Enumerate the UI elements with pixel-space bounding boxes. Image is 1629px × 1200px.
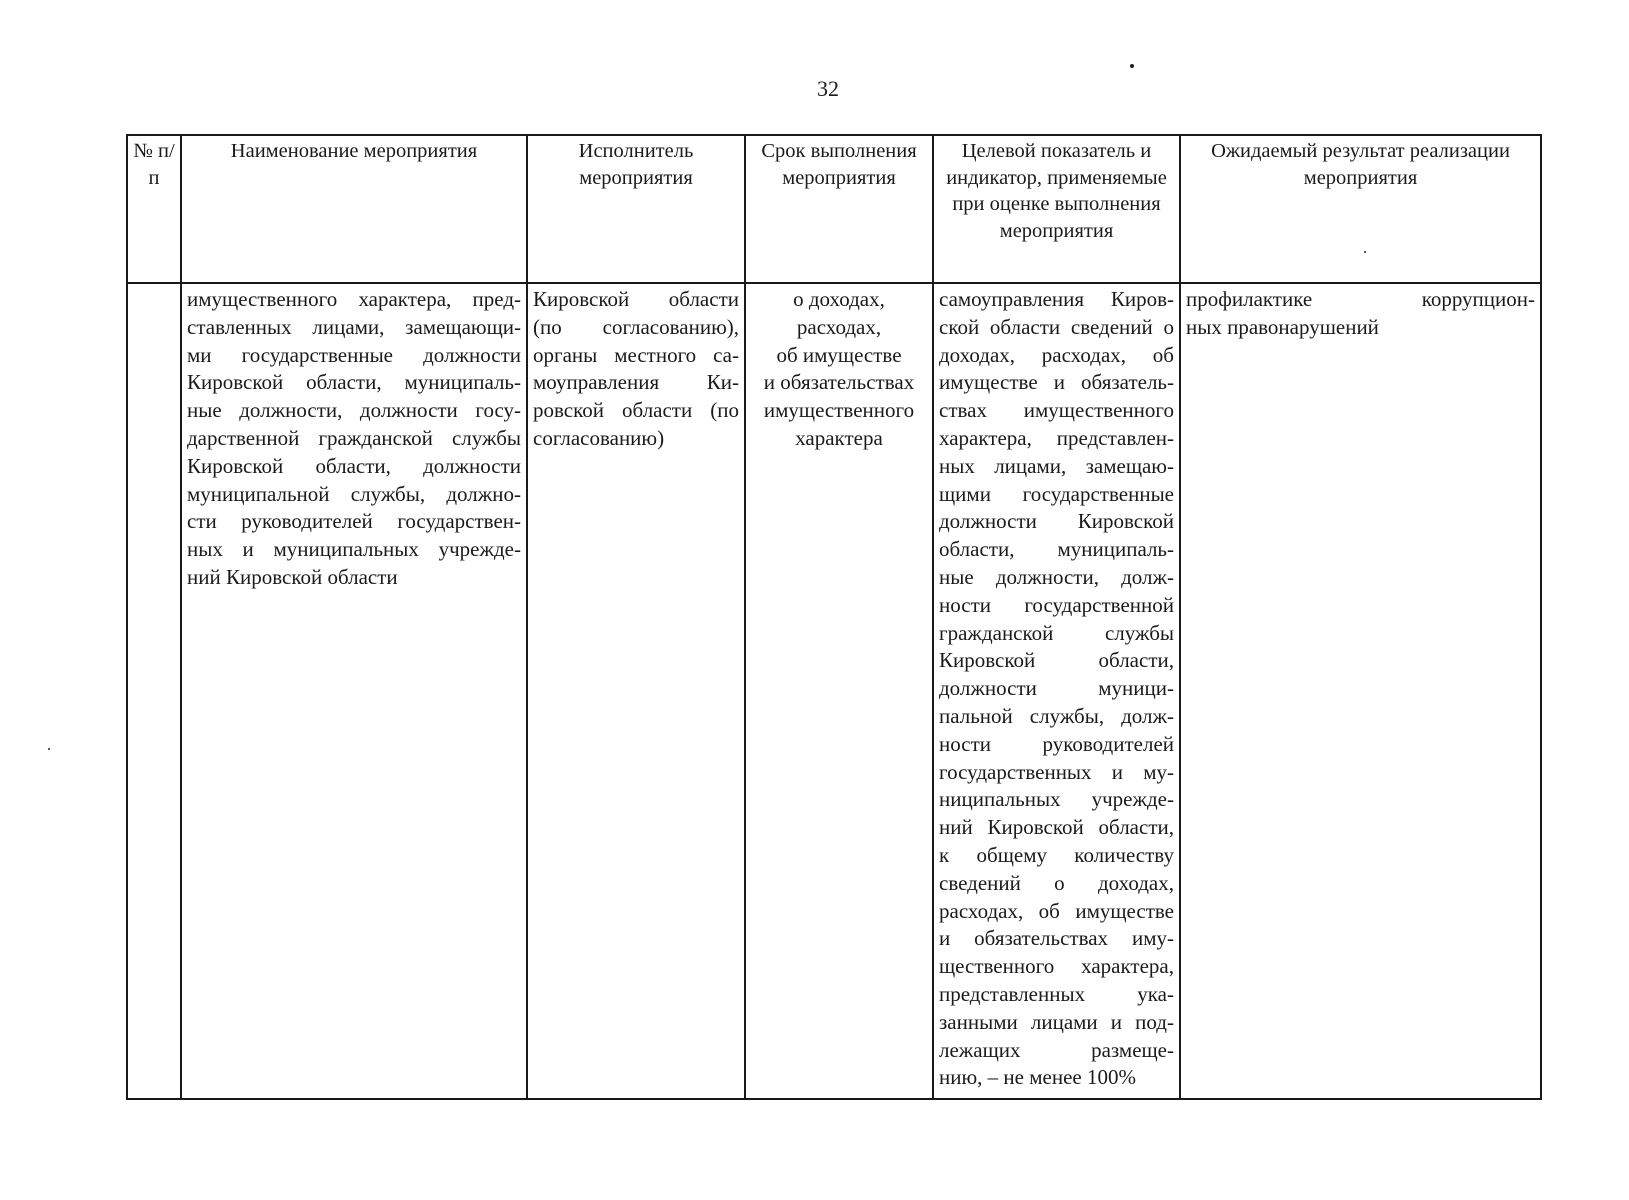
text-line: и обязательствах иму- bbox=[939, 926, 1174, 951]
text-line: Кировской области, должности bbox=[187, 453, 521, 478]
cell-term bbox=[745, 283, 933, 1099]
text-line: ровской области (по bbox=[533, 398, 739, 423]
text-line: согласованию) bbox=[533, 425, 665, 450]
text-line: об имуществе bbox=[776, 342, 902, 367]
text-line: занными лицами и под- bbox=[939, 1009, 1174, 1034]
text-line: ской области сведений о bbox=[939, 314, 1174, 339]
text-line: расходах, об имуществе bbox=[939, 898, 1174, 923]
text-line: характера, представлен- bbox=[939, 425, 1174, 450]
text-line: муниципальной службы, должно- bbox=[187, 481, 521, 506]
text-line: Кировской области, муниципаль- bbox=[187, 370, 521, 395]
text-line: ний Кировской области bbox=[187, 564, 398, 589]
header-term: Срок выполнения мероприятия bbox=[745, 135, 933, 283]
text-line: ные должности, долж- bbox=[939, 564, 1174, 589]
measures-table bbox=[126, 134, 1542, 1100]
text-line: щими государственные bbox=[939, 481, 1174, 506]
text-line: доходах, расходах, об bbox=[939, 342, 1174, 367]
text-line: моуправления Ки- bbox=[533, 370, 739, 395]
text-line: нию, – не менее 100% bbox=[939, 1065, 1136, 1090]
text-line: сти руководителей государствен- bbox=[187, 509, 521, 534]
text-line: представленных ука- bbox=[939, 981, 1174, 1006]
text-line: ности государственной bbox=[939, 592, 1174, 617]
text-line: гражданской службы bbox=[939, 620, 1174, 645]
cell-number bbox=[127, 283, 181, 1099]
text-line: пальной службы, долж- bbox=[939, 703, 1174, 728]
text-line: органы местного са- bbox=[533, 342, 739, 367]
text-line: должности муници- bbox=[939, 676, 1174, 701]
text-line: имуществе и обязатель- bbox=[939, 370, 1174, 395]
text-line: характера bbox=[795, 425, 883, 450]
header-expected-result: Ожидаемый результат реализации мероприятия bbox=[1180, 135, 1541, 283]
text-line: имущественного характера, пред- bbox=[187, 287, 521, 311]
text-line: ний Кировской области, bbox=[939, 815, 1174, 840]
text-line: ности руководителей bbox=[939, 731, 1174, 756]
text-line: ных правонарушений bbox=[1186, 314, 1379, 339]
text-line: ниципальных учрежде- bbox=[939, 787, 1174, 812]
scan-speck bbox=[1130, 64, 1134, 68]
header-measure-name: Наименование мероприятия bbox=[181, 135, 527, 283]
table-row bbox=[127, 283, 1541, 1099]
text-line: и обязательствах bbox=[763, 370, 915, 395]
cell-indicator bbox=[933, 283, 1180, 1099]
cell-measure-name bbox=[181, 283, 527, 1099]
header-executor: Исполнитель мероприятия bbox=[527, 135, 745, 283]
text-line: должности Кировской bbox=[939, 509, 1174, 534]
text-line: дарственной гражданской службы bbox=[187, 425, 521, 450]
text-line: самоуправления Киров- bbox=[939, 287, 1174, 311]
text-line: щественного характера, bbox=[939, 954, 1174, 979]
text-line: области, муниципаль- bbox=[939, 537, 1174, 562]
text-line: профилактике коррупцион- bbox=[1186, 287, 1535, 311]
page-number: 32 bbox=[817, 76, 839, 101]
text-line: ных лицами, замещаю- bbox=[939, 453, 1174, 478]
text-line: имущественного bbox=[763, 398, 915, 423]
text-line: расходах, bbox=[796, 314, 882, 339]
header-number: № п/п bbox=[127, 135, 181, 283]
text-line: ставленных лицами, замещающи- bbox=[187, 314, 521, 339]
text-line: ствах имущественного bbox=[939, 398, 1174, 423]
text-line: Кировской области, bbox=[939, 648, 1174, 673]
text-line: лежащих размеще- bbox=[939, 1037, 1174, 1062]
table-header-row bbox=[127, 135, 1541, 283]
text-line: ми государственные должности bbox=[187, 342, 521, 367]
header-indicator: Целевой показатель и индикатор, применяемые при оценке выполнения мероприятия bbox=[933, 135, 1180, 283]
text-line: к общему количеству bbox=[939, 842, 1174, 867]
cell-expected-result bbox=[1180, 283, 1541, 1099]
text-line: (по согласованию), bbox=[533, 314, 739, 339]
text-line: ных и муниципальных учрежде- bbox=[187, 537, 521, 562]
text-line: о доходах, bbox=[793, 287, 885, 311]
text-line: государственных и му- bbox=[939, 759, 1174, 784]
scan-speck bbox=[48, 748, 50, 750]
cell-executor bbox=[527, 283, 745, 1099]
text-line: ные должности, должности госу- bbox=[187, 398, 521, 423]
text-line: сведений о доходах, bbox=[939, 870, 1174, 895]
text-line: Кировской области bbox=[533, 287, 739, 311]
